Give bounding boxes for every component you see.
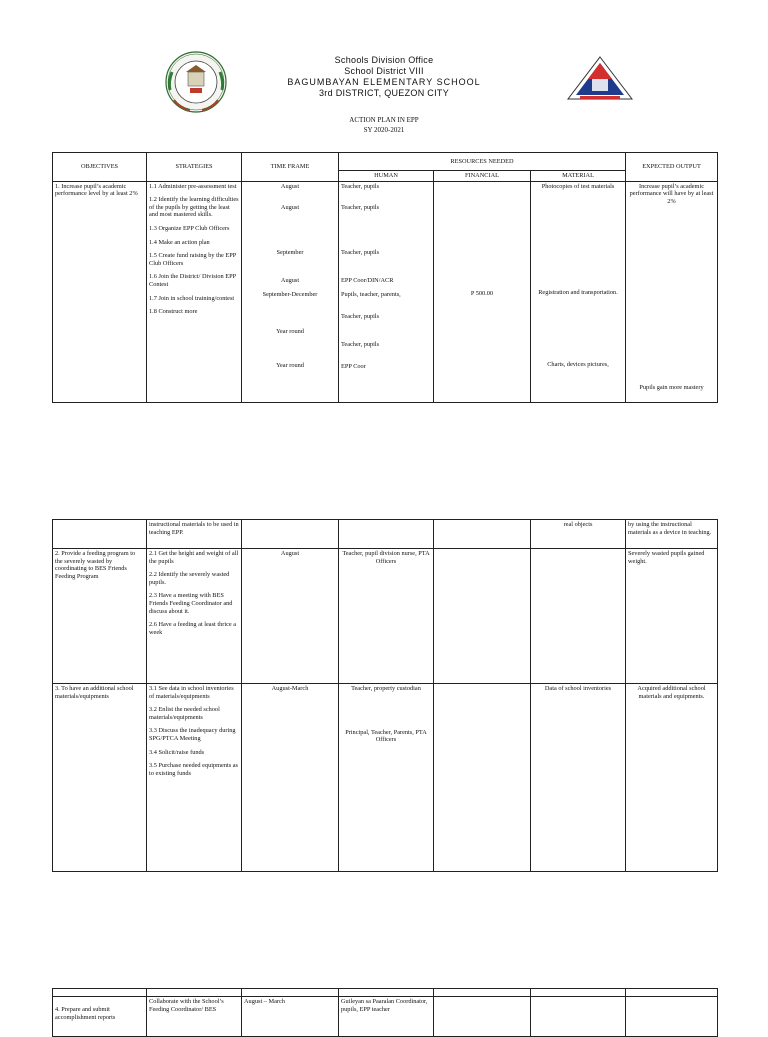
header-spacer-cell: [53, 989, 147, 997]
header-spacer-cell: [147, 989, 242, 997]
strategy-item: 1.3 Organize EPP Club Officers: [149, 224, 230, 232]
objective-cell: [53, 520, 147, 549]
header-spacer-cell: [626, 989, 718, 997]
col-header-time-frame: TIME FRAME: [242, 153, 339, 182]
strategy-item: 1.1 Administer pre-assessment test: [149, 182, 237, 190]
title-line-school-year: SY 2020-2021: [363, 126, 405, 134]
col-header-objectives: OBJECTIVES: [53, 153, 147, 182]
strategies-cell: [147, 181, 242, 402]
time-item: August: [280, 277, 300, 285]
human-item: Teacher, pupils: [341, 312, 380, 320]
human-item: Principal, Teacher, Parents, PTA Officers: [345, 728, 427, 744]
strategies-cell: [147, 684, 242, 872]
strategy-item: 1.2 Identify the learning difficulties of the pupils by getting the least and most mastered skills.: [149, 196, 239, 219]
strategy-item: 1.4 Make an action plan: [149, 238, 210, 246]
expected-output-cell: by using the instructional materials as a device in teaching.: [626, 520, 718, 549]
objective-cell: 3. To have an additional school materials/equipments: [53, 684, 147, 872]
human-item: EPP Coor/DIN/ACR: [341, 277, 394, 285]
time-frame-cell: August: [242, 549, 339, 684]
header-line-address: 3rd DISTRICT, QUEZON CITY: [318, 88, 449, 98]
human-item: Teacher, pupils: [341, 204, 380, 212]
human-item: Teacher, pupils: [341, 182, 380, 190]
col-header-expected-output: EXPECTED OUTPUT: [626, 153, 718, 182]
human-resources-cell: [339, 520, 434, 549]
time-item: August: [280, 204, 300, 212]
time-item: Year round: [276, 362, 304, 370]
strategy-item: 3.3 Discuss the inadequacy during SPG/PTCA Meeting: [149, 727, 236, 742]
header-line-district: School District VIII: [344, 66, 424, 76]
financial-cell: [434, 520, 531, 549]
strategy-item: 2.3 Have a meeting with BES Friends Feeding Coordinator and discuss about it.: [149, 592, 233, 615]
strategy-item: 3.2 Enlist the needed school materials/equipments: [149, 706, 220, 721]
objective-text: 4. Prepare and submit accomplishment reports: [55, 1006, 116, 1021]
human-resources-cell: Teacher, pupil division nurse, PTA Officers: [339, 549, 434, 684]
strategy-item: 1.6 Join the District/ Division EPP Contest: [149, 273, 236, 288]
time-item: Year round: [276, 327, 304, 335]
header-line-division: Schools Division Office: [334, 55, 434, 65]
human-resources-cell: Guileyan sa Paaralan Coordinator, pupils, EPP teacher: [339, 997, 434, 1037]
expected-item: Increase pupil’s academic performance will have by at least 2%: [629, 182, 714, 205]
action-plan-table-part-1: [52, 152, 718, 403]
time-item: September-December: [262, 290, 318, 298]
time-frame-cell: [242, 520, 339, 549]
human-item: EPP Coor: [341, 362, 366, 370]
strategy-item: 2.2 Identify the severely wasted pupils.: [149, 571, 230, 586]
human-item: Pupils, teacher, parents,: [341, 290, 401, 298]
time-frame-cell: August – March: [242, 997, 339, 1037]
header-spacer-cell: [339, 989, 434, 997]
action-plan-table-part-3: [52, 988, 718, 1037]
financial-cell: [434, 181, 531, 402]
col-header-material: MATERIAL: [531, 171, 626, 182]
objective-cell: 2. Provide a feeding program to the severely wasted by coordinating to BES Friends Feeding Program: [53, 549, 147, 684]
strategy-item: 1.5 Create fund raising by the EPP Club Officers: [149, 252, 237, 267]
material-item: Charts, devices pictures,: [547, 360, 609, 368]
title-line-plan: ACTION PLAN IN EPP: [349, 116, 419, 124]
human-resources-cell: [339, 181, 434, 402]
header-spacer-cell: [434, 989, 531, 997]
material-cell: real objects: [531, 520, 626, 549]
strategy-item: 2.1 Get the height and weight of all the pupils: [149, 550, 239, 565]
strategy-item: 1.7 Join in school training/contest: [149, 294, 235, 302]
col-header-resources: RESOURCES NEEDED: [339, 153, 626, 171]
strategies-cell: Collaborate with the School’s Feeding Coordinator/ BES: [147, 997, 242, 1037]
material-cell: Data of school inventories: [531, 684, 626, 872]
expected-output-cell: [626, 181, 718, 402]
objective-cell: 1. Increase pupil’s academic performance level by at least 2%: [53, 181, 147, 402]
time-item: August: [280, 182, 300, 190]
strategy-item: 3.1 See data in school inventories of materials/equipments: [149, 685, 234, 700]
human-item: Teacher, pupils: [341, 341, 380, 349]
objective-cell: [53, 997, 147, 1037]
material-item: Registration and transportation.: [538, 289, 618, 297]
school-header: [0, 55, 768, 99]
expected-output-cell: Severely wasted pupils gained weight.: [626, 549, 718, 684]
time-frame-cell: August-March: [242, 684, 339, 872]
human-resources-cell: [339, 684, 434, 872]
strategy-item: 3.5 Purchase needed equipments as to existing funds: [149, 762, 239, 777]
financial-cell: [434, 997, 531, 1037]
time-frame-cell: [242, 181, 339, 402]
financial-cell: [434, 684, 531, 872]
strategy-item: 3.4 Solicit/raise funds: [149, 748, 205, 756]
strategy-item: 2.6 Have a feeding at least thrice a week: [149, 621, 237, 636]
human-item: Teacher, pupils: [341, 248, 380, 256]
col-header-financial: FINANCIAL: [434, 171, 531, 182]
expected-output-cell: [626, 997, 718, 1037]
material-cell: [531, 181, 626, 402]
human-item: Teacher, property custodian: [351, 685, 421, 692]
expected-item: Pupils gain more mastery: [639, 384, 704, 392]
financial-item: P 500.00: [470, 289, 494, 297]
action-plan-table-part-2: [52, 519, 718, 872]
header-spacer-cell: [242, 989, 339, 997]
strategies-cell: [147, 549, 242, 684]
col-header-human: HUMAN: [339, 171, 434, 182]
header-line-school: BAGUMBAYAN ELEMENTARY SCHOOL: [287, 77, 481, 87]
material-cell: [531, 997, 626, 1037]
time-item: September: [276, 248, 304, 256]
expected-output-cell: Acquired additional school materials and equipments.: [626, 684, 718, 872]
material-cell: [531, 549, 626, 684]
col-header-strategies: STRATEGIES: [147, 153, 242, 182]
header-spacer-cell: [531, 989, 626, 997]
document-title: [0, 115, 768, 135]
strategy-item: 1.8 Construct more: [149, 308, 198, 316]
material-item: Photocopies of test materials: [541, 182, 615, 190]
financial-cell: [434, 549, 531, 684]
strategies-cell: instructional materials to be used in teaching EPP.: [147, 520, 242, 549]
